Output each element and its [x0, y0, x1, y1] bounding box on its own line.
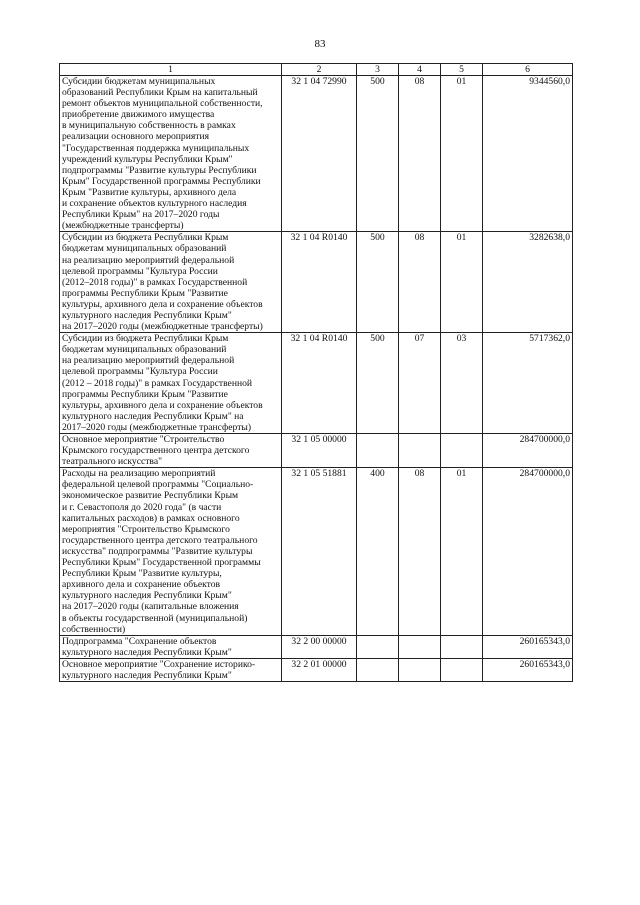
row-description: Расходы на реализацию мероприятий федеральной целевой программы "Социально- экономическое развитие Республики Крым и г. Севастополя до 2020 года" (в части капитальных расходов) в рамках основного мероприятия "Строительство Крымского государственного центра детского театрального искусства" подпрограммы "Развитие культуры Республики Крым" Государственной программы Республики Крым "Развитие культуры, архивного дела и сохранение объектов культурного наследия Республики Крым" на 2017–2020 годы (капитальные вложения в объекты государственной (муниципальной) собственности): [60, 468, 282, 635]
subsection-code: [441, 635, 483, 658]
budget-table: [59, 63, 573, 682]
column-header: 5: [441, 64, 483, 76]
expense-type: 500: [357, 232, 399, 333]
table-row: [60, 232, 573, 333]
budget-code: 32 1 04 72990: [282, 76, 357, 232]
column-header: 6: [483, 64, 573, 76]
amount: 284700000,0: [483, 468, 573, 635]
subsection-code: [441, 434, 483, 468]
row-description: Субсидии из бюджета Республики Крым бюджетам муниципальных образований на реализацию мероприятий федеральной целевой программы "Культура России (2012 – 2018 годы)" в рамках Государственной программы Республики Крым "Развитие культуры, архивного дела и сохранение объектов культурного наследия Республики Крым" на 2017–2020 годы (межбюджетные трансферты): [60, 333, 282, 434]
subsection-code: 01: [441, 468, 483, 635]
table-row: [60, 434, 573, 468]
row-description: Основное мероприятие "Строительство Крымского государственного центра детского театрального искусства": [60, 434, 282, 468]
column-header: 4: [399, 64, 441, 76]
amount: 5717362,0: [483, 333, 573, 434]
table-row: [60, 468, 573, 635]
amount: 260165343,0: [483, 635, 573, 658]
section-code: [399, 434, 441, 468]
table-row: [60, 333, 573, 434]
row-description: Подпрограмма "Сохранение объектов культурного наследия Республики Крым": [60, 635, 282, 658]
expense-type: 500: [357, 76, 399, 232]
budget-code: 32 1 05 00000: [282, 434, 357, 468]
column-number-row: [60, 64, 573, 76]
expense-type: 400: [357, 468, 399, 635]
budget-code: 32 1 04 R0140: [282, 232, 357, 333]
expense-type: [357, 434, 399, 468]
section-code: 08: [399, 468, 441, 635]
budget-code: 32 1 05 51881: [282, 468, 357, 635]
column-header: 1: [60, 64, 282, 76]
section-code: [399, 635, 441, 658]
expense-type: [357, 635, 399, 658]
subsection-code: 03: [441, 333, 483, 434]
subsection-code: 01: [441, 232, 483, 333]
amount: 260165343,0: [483, 658, 573, 681]
section-code: 08: [399, 232, 441, 333]
table-row: [60, 76, 573, 232]
amount: 3282638,0: [483, 232, 573, 333]
amount: 284700000,0: [483, 434, 573, 468]
row-description: Основное мероприятие "Сохранение историко- культурного наследия Республики Крым": [60, 658, 282, 681]
subsection-code: [441, 658, 483, 681]
section-code: [399, 658, 441, 681]
budget-code: 32 2 01 00000: [282, 658, 357, 681]
table-row: [60, 658, 573, 681]
page-number: 83: [314, 38, 326, 50]
amount: 9344560,0: [483, 76, 573, 232]
budget-code: 32 1 04 R0140: [282, 333, 357, 434]
subsection-code: 01: [441, 76, 483, 232]
row-description: Субсидии бюджетам муниципальных образований Республики Крым на капитальный ремонт объектов муниципальной собственности, приобретение движимого имущества в муниципальную собственность в рамках реализации основного мероприятия "Государственная поддержка муниципальных учреждений культуры Республики Крым" подпрограммы "Развитие культуры Республики Крым" Государственной программы Республики Крым "Развитие культуры, архивного дела и сохранение объектов культурного наследия Республики Крым" на 2017–2020 годы (межбюджетные трансферты): [60, 76, 282, 232]
row-description: Субсидии из бюджета Республики Крым бюджетам муниципальных образований на реализацию мероприятий федеральной целевой программы "Культура России (2012–2018 годы)" в рамках Государственной программы Республики Крым "Развитие культуры, архивного дела и сохранение объектов культурного наследия Республики Крым" на 2017–2020 годы (межбюджетные трансферты): [60, 232, 282, 333]
section-code: 07: [399, 333, 441, 434]
expense-type: 500: [357, 333, 399, 434]
column-header: 2: [282, 64, 357, 76]
budget-code: 32 2 00 00000: [282, 635, 357, 658]
table-row: [60, 635, 573, 658]
column-header: 3: [357, 64, 399, 76]
section-code: 08: [399, 76, 441, 232]
expense-type: [357, 658, 399, 681]
